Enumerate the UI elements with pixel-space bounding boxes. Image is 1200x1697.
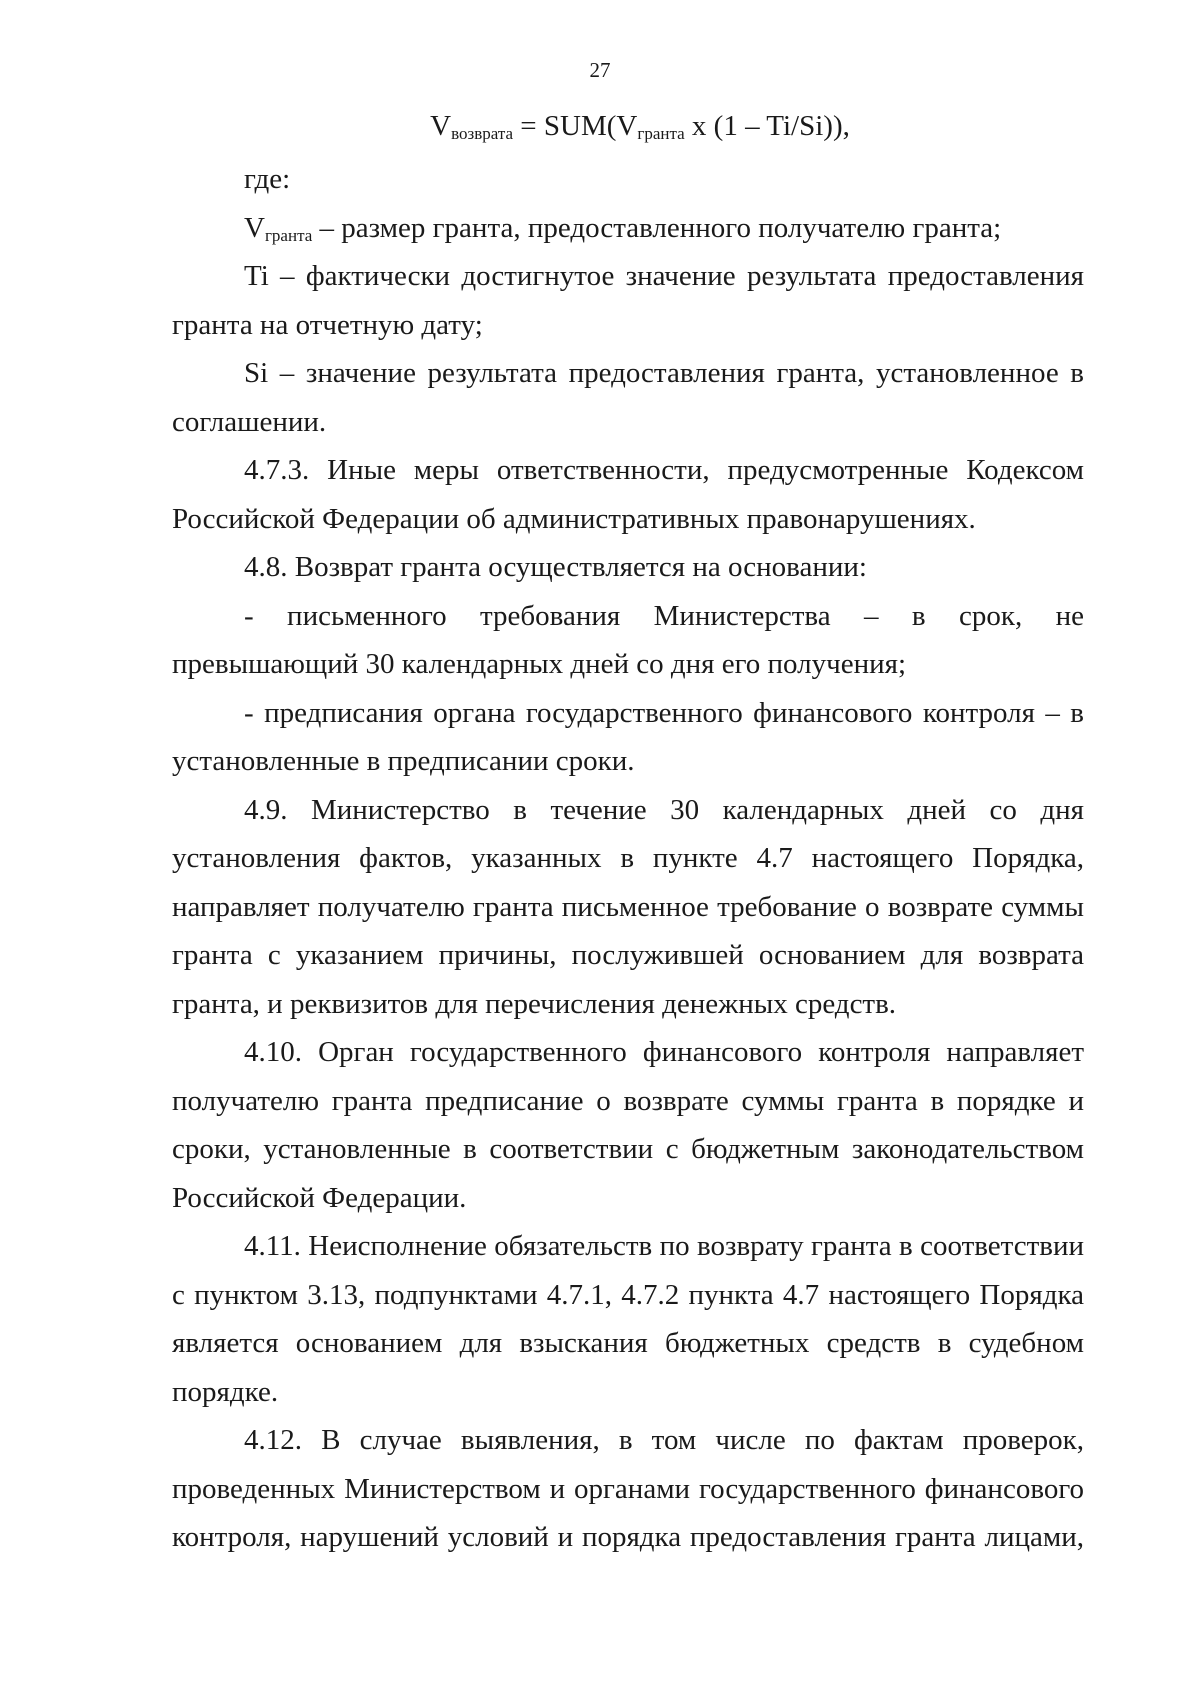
v-grant-text: – размер гранта, предоставленного получателю гранта; [312,211,1002,244]
paragraph-si-definition: Si – значение результата предоставления гранта, установленное в соглашении. [172,357,1084,438]
paragraph-where: где: [244,163,291,195]
paragraph-4-8-item-control: - предписания органа государственного финансового контроля – в установленные в предписании сроки. [172,696,1084,777]
formula-sum: = SUM(V [513,110,638,142]
paragraph-4-8-item-ministry: - письменного требования Министерства – в срок, не превышающий 30 календарных дней со дня его получения; [172,599,1084,680]
formula-v-return: V [430,110,452,142]
paragraph-ti-definition: Ti – фактически достигнутое значение результата предоставления гранта на отчетную дату; [172,260,1084,341]
paragraph-4-7-3: 4.7.3. Иные меры ответственности, предусмотренные Кодексом Российской Федерации об административных правонарушениях. [172,454,1084,535]
v-grant-subscript: гранта [264,225,313,245]
page-number: 27 [589,58,611,82]
formula-v-grant-subscript: гранта [637,124,685,143]
paragraph-4-9: 4.9. Министерство в течение 30 календарных дней со дня установления фактов, указанных в пункте 4.7 настоящего Порядка, направляет получателю гранта письменное требование о возврате суммы гранта с указанием причины, послужившей основанием для возврата гранта, и реквизитов для перечисления денежных средств. [172,793,1084,1020]
paragraph-4-8: 4.8. Возврат гранта осуществляется на основании: [244,551,867,583]
paragraph-v-grant-definition [172,204,1084,253]
paragraph-4-12: 4.12. В случае выявления, в том числе по фактам проверок, проведенных Министерством и органами государственного финансового контроля, нарушений условий и порядка предоставления гранта лицами, [172,1424,1084,1553]
document-body [172,155,1084,1562]
paragraph-4-11: 4.11. Неисполнение обязательств по возврату гранта в соответствии с пунктом 3.13, подпунктами 4.7.1, 4.7.2 пункта 4.7 настоящего Порядка является основанием для взыскания бюджетных средств в судебном порядке. [172,1230,1084,1408]
paragraph-4-10: 4.10. Орган государственного финансового контроля направляет получателю гранта предписание о возврате суммы гранта в порядке и сроки, установленные в соответствии с бюджетным законодательством Российской Федерации. [172,1036,1084,1214]
formula-v-return-subscript: возврата [451,124,514,143]
v-grant-symbol: V [244,211,265,244]
formula-tail: x (1 – Ti/Si)), [684,110,850,142]
refund-formula [0,110,1200,144]
